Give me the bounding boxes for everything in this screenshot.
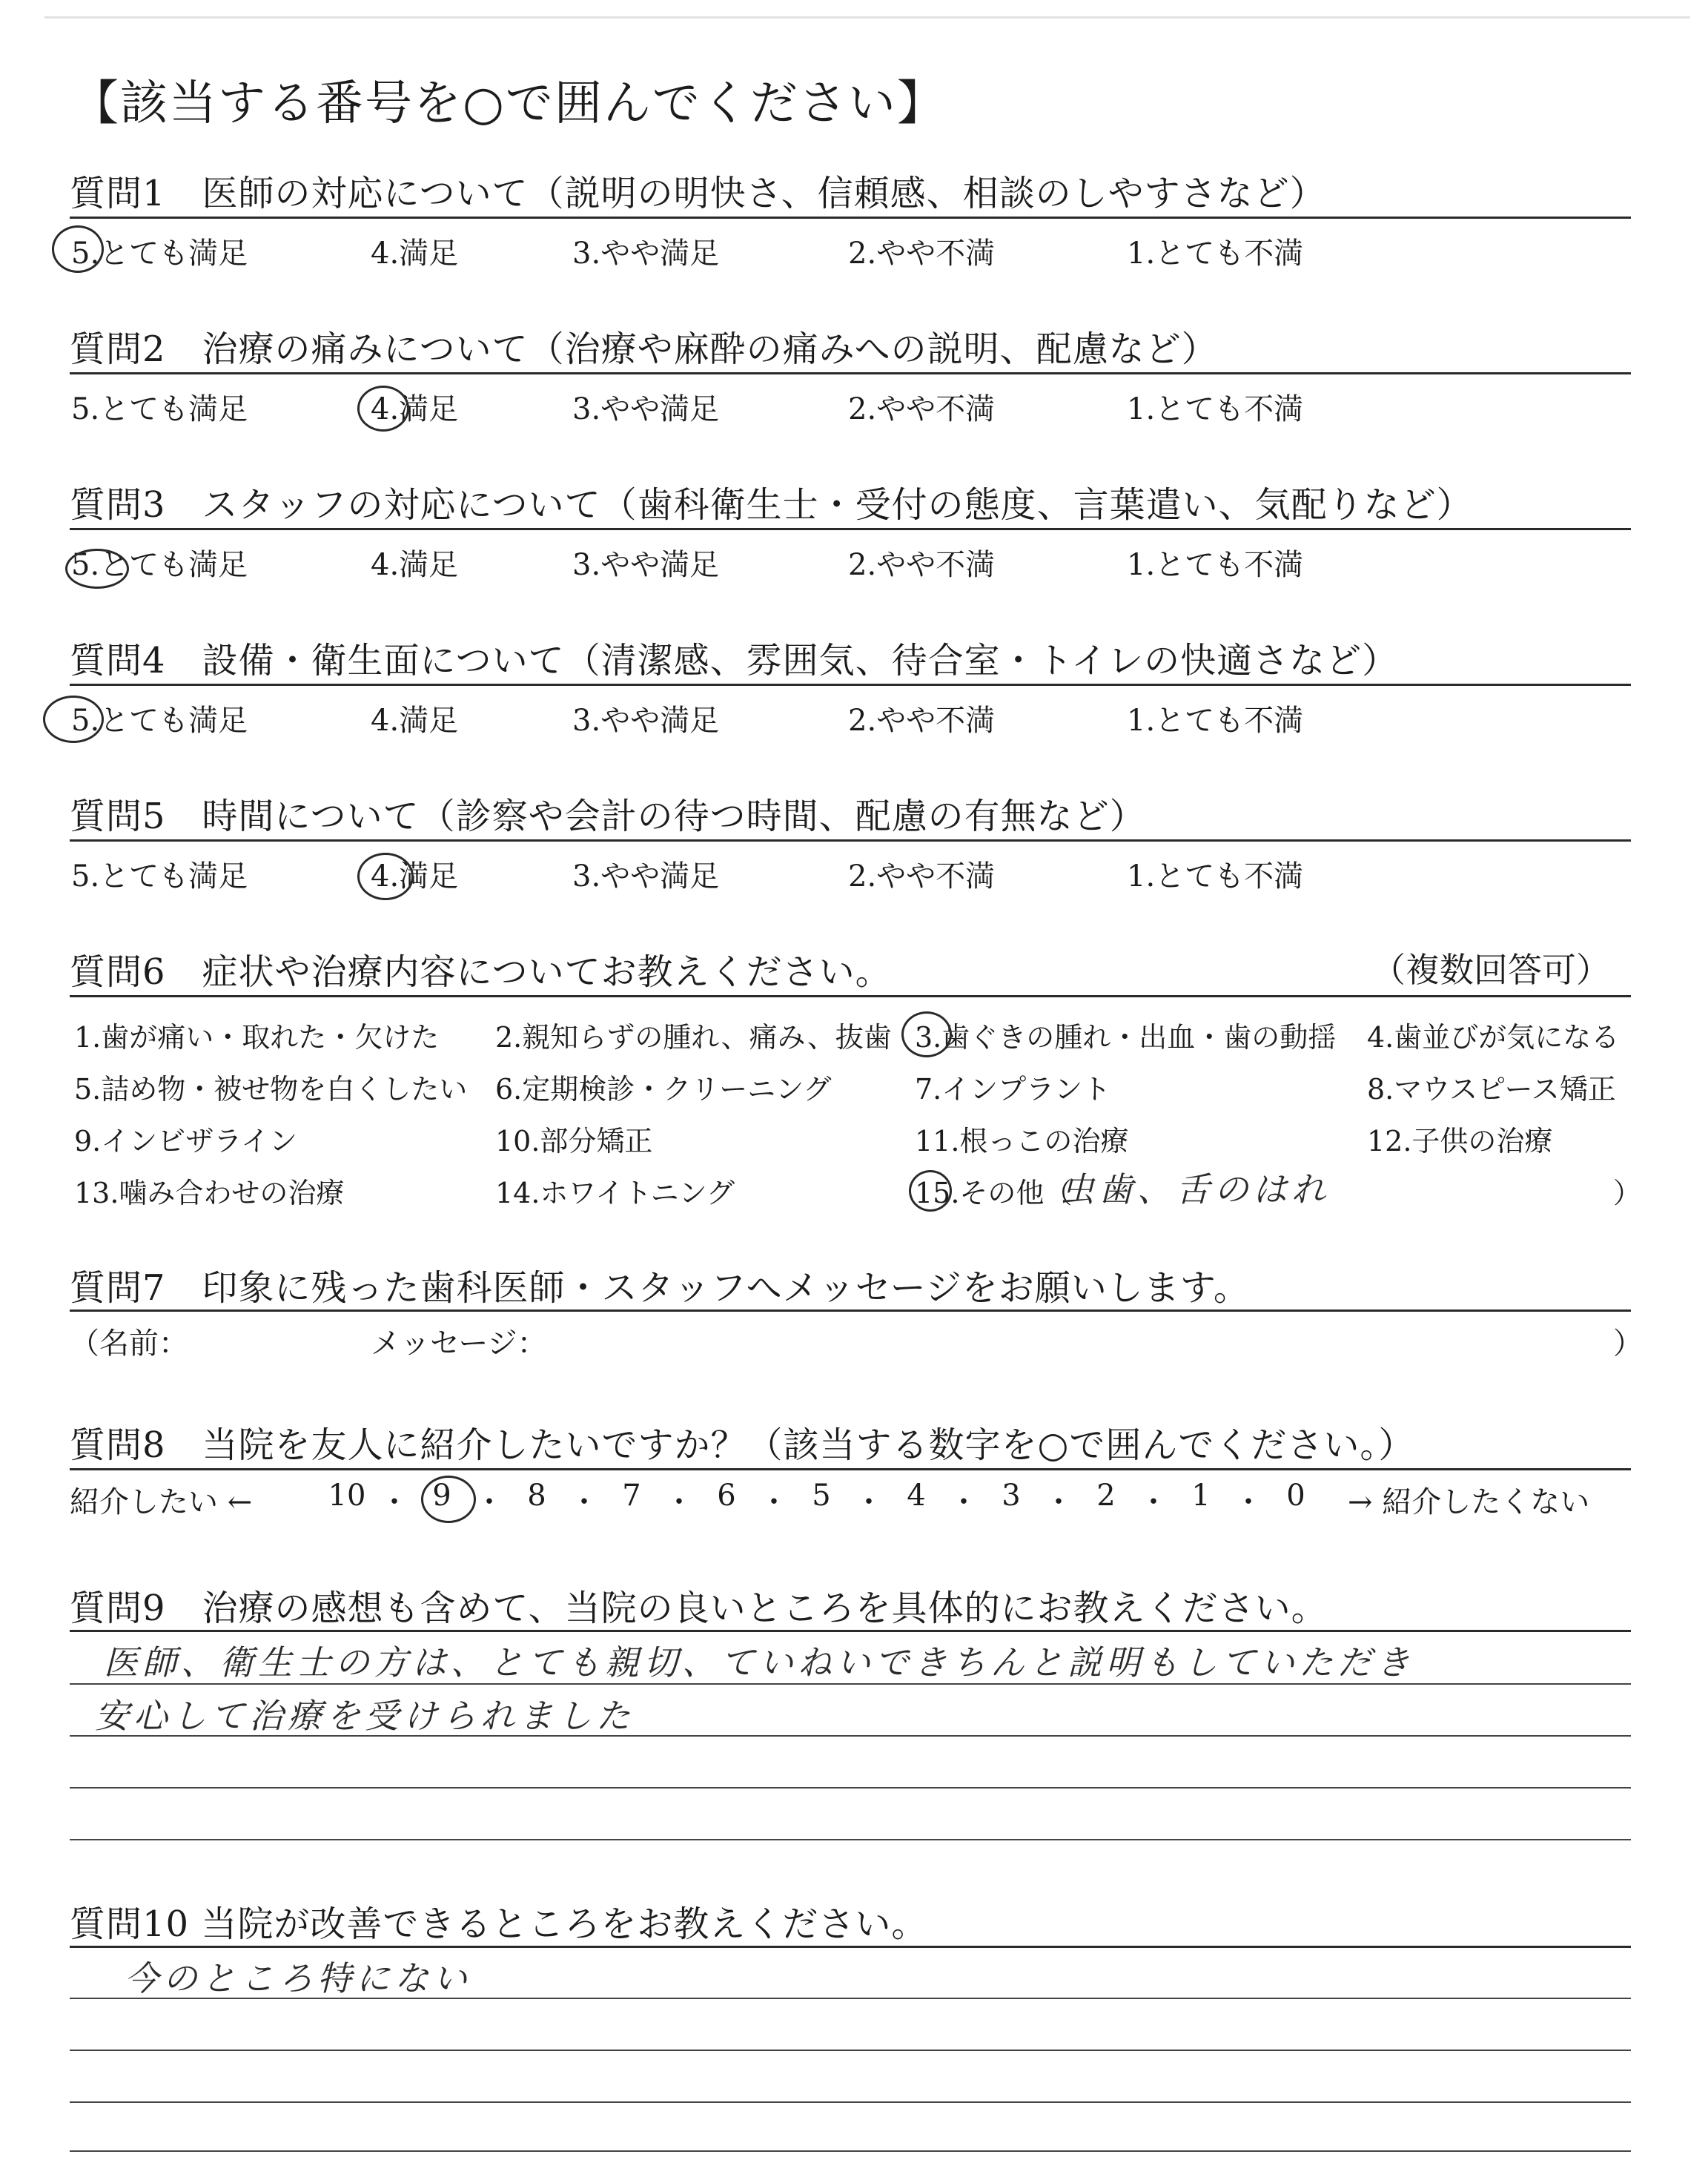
question-4-rule: [70, 684, 1631, 686]
question-4-title: 質問4 設備・衛生面について（清潔感、雰囲気、待合室・トイレの快適さなど）: [70, 640, 1399, 681]
q7-close-paren: ）: [1613, 1327, 1643, 1361]
q8-scale-dot: ・: [1234, 1485, 1263, 1519]
q2-option-4-label: 満足: [399, 392, 459, 426]
q8-selection-circle: [421, 1476, 476, 1523]
q5-option-2[interactable]: 2.やや不満: [848, 859, 996, 894]
question-5-rule: [70, 839, 1631, 842]
q10-writing-line: [70, 2150, 1631, 2152]
question-3-rule: [70, 528, 1631, 530]
q9-writing-line: [70, 1839, 1631, 1840]
q8-scale-0[interactable]: 0: [1286, 1479, 1305, 1513]
q6-option-7[interactable]: 7.インプラント: [915, 1073, 1111, 1106]
q6-option-11[interactable]: 11.根っこの治療: [915, 1125, 1129, 1157]
q9-writing-line: [70, 1683, 1631, 1685]
q10-writing-line: [70, 2101, 1631, 2103]
q8-scale-dot: ・: [1139, 1485, 1168, 1519]
q2-option-2[interactable]: 2.やや不満: [848, 392, 996, 426]
q4-option-4[interactable]: 4.満足: [371, 704, 459, 738]
q7-name-label: （名前：: [70, 1327, 188, 1361]
q3-option-5-label: とても満足: [99, 548, 248, 582]
q6-option-5[interactable]: 5.詰め物・被せ物を白くしたい: [74, 1073, 468, 1106]
q4-option-2[interactable]: 2.やや不満: [848, 704, 996, 738]
q2-option-3[interactable]: 3.やや満足: [572, 392, 720, 426]
q5-option-1[interactable]: 1.とても不満: [1127, 859, 1304, 894]
q9-answer-line-1: 医師、衛生士の方は、とても親切、ていねいできちんと説明もしていただき: [104, 1642, 1414, 1682]
q6-multiple-answers-note: （複数回答可）: [1371, 950, 1610, 990]
q6-option-9[interactable]: 9.インビザライン: [74, 1125, 298, 1157]
q8-scale-dot: ・: [1044, 1485, 1073, 1519]
top-border: [44, 16, 1690, 19]
q1-option-1[interactable]: 1.とても不満: [1127, 237, 1304, 271]
q3-option-5-number: 5.: [71, 548, 100, 582]
q6-option-1[interactable]: 1.歯が痛い・取れた・欠けた: [74, 1021, 440, 1054]
q4-selection-circle: [43, 696, 104, 743]
q2-selection-circle: [357, 386, 409, 432]
q8-scale-9[interactable]: 9: [432, 1479, 451, 1513]
question-3-title: 質問3 スタッフの対応について（歯科衛生士・受付の態度、言葉遣い、気配りなど）: [70, 484, 1473, 526]
question-7-rule: [70, 1309, 1631, 1312]
q5-option-3[interactable]: 3.やや満足: [572, 859, 720, 894]
q3-option-4[interactable]: 4.満足: [371, 548, 459, 582]
q8-scale-dot: ・: [474, 1485, 504, 1519]
q4-option-5-number: 5.: [71, 704, 100, 738]
question-2-title: 質問2 治療の痛みについて（治療や麻酔の痛みへの説明、配慮など）: [70, 328, 1218, 370]
question-6-rule: [70, 995, 1631, 997]
q6-option-3[interactable]: 3.歯ぐきの腫れ・出血・歯の動揺: [915, 1021, 1337, 1054]
question-10-title: 質問10 当院が改善できるところをお教えください。: [70, 1903, 928, 1945]
q8-scale-2[interactable]: 2: [1096, 1479, 1116, 1513]
q6-option-15[interactable]: 15.その他（: [915, 1177, 1073, 1209]
q8-scale-dot: ・: [949, 1485, 979, 1519]
q5-option-5[interactable]: 5.とても満足: [71, 859, 248, 894]
q8-scale-dot: ・: [759, 1485, 789, 1519]
q6-option-15-selection-circle: [909, 1170, 952, 1212]
q8-scale-4[interactable]: 4: [907, 1479, 926, 1513]
q8-scale-dot: ・: [569, 1485, 599, 1519]
q6-option-4[interactable]: 4.歯並びが気になる: [1367, 1021, 1620, 1054]
question-2-rule: [70, 372, 1631, 374]
q8-scale-dot: ・: [854, 1485, 884, 1519]
q8-scale-3[interactable]: 3: [1002, 1479, 1021, 1513]
q8-scale-dot: ・: [664, 1485, 694, 1519]
q8-scale-10[interactable]: 10: [328, 1479, 366, 1513]
q6-other-handwritten-answer: 虫歯、舌のはれ: [1060, 1169, 1330, 1209]
q7-message-label: メッセージ：: [371, 1327, 547, 1361]
q5-option-4-number: 4.: [371, 859, 400, 894]
question-7-title: 質問7 印象に残った歯科医師・スタッフへメッセージをお願いします。: [70, 1267, 1250, 1309]
q3-option-3[interactable]: 3.やや満足: [572, 548, 720, 582]
q8-scale-8[interactable]: 8: [527, 1479, 546, 1513]
q5-option-4-label: 満足: [399, 859, 459, 894]
q9-writing-line: [70, 1735, 1631, 1737]
q6-option-2[interactable]: 2.親知らずの腫れ、痛み、抜歯: [495, 1021, 892, 1054]
q2-option-4-number: 4.: [371, 392, 400, 426]
q8-right-label: → 紹介したくない: [1348, 1485, 1590, 1519]
q9-writing-line: [70, 1787, 1631, 1789]
q6-option-13[interactable]: 13.噛み合わせの治療: [74, 1177, 345, 1209]
q8-scale-dot: ・: [380, 1485, 409, 1519]
q6-option-8[interactable]: 8.マウスピース矯正: [1367, 1073, 1616, 1106]
q3-option-1[interactable]: 1.とても不満: [1127, 548, 1304, 582]
q9-answer-line-2: 安心して治療を受けられました: [95, 1696, 635, 1736]
q2-option-5[interactable]: 5.とても満足: [71, 392, 248, 426]
question-9-rule: [70, 1630, 1631, 1632]
q10-writing-line: [70, 1998, 1631, 1999]
q3-selection-circle: [65, 549, 129, 589]
q8-scale-6[interactable]: 6: [717, 1479, 736, 1513]
question-1-title: 質問1 医師の対応について（説明の明快さ、信頼感、相談のしやすさなど）: [70, 173, 1326, 214]
question-6-title: 質問6 症状や治療内容についてお教えください。: [70, 951, 892, 993]
question-8-rule: [70, 1468, 1631, 1470]
q3-option-2[interactable]: 2.やや不満: [848, 548, 996, 582]
q6-option-3-selection-circle: [901, 1011, 952, 1057]
question-5-title: 質問5 時間について（診察や会計の待つ時間、配慮の有無など）: [70, 796, 1146, 837]
q1-option-5-number: 5.: [71, 237, 100, 271]
q1-option-2[interactable]: 2.やや不満: [848, 237, 996, 271]
q8-scale-7[interactable]: 7: [622, 1479, 641, 1513]
q1-selection-circle: [52, 225, 104, 273]
question-10-rule: [70, 1946, 1631, 1948]
question-9-title: 質問9 治療の感想も含めて、当院の良いところを具体的にお教えください。: [70, 1588, 1328, 1629]
q4-option-1[interactable]: 1.とても不満: [1127, 704, 1304, 738]
q10-writing-line: [70, 2050, 1631, 2051]
q1-option-3[interactable]: 3.やや満足: [572, 237, 720, 271]
q10-answer-line-1: 今のところ特にない: [125, 1958, 471, 1998]
question-1-rule: [70, 217, 1631, 219]
q1-option-4[interactable]: 4.満足: [371, 237, 459, 271]
q6-option-12[interactable]: 12.子供の治療: [1367, 1125, 1553, 1157]
page-title: 【該当する番号を○で囲んでください】: [71, 76, 946, 131]
q6-option-10[interactable]: 10.部分矯正: [495, 1125, 653, 1157]
q1-option-5-label: とても満足: [99, 237, 248, 271]
q6-option-6[interactable]: 6.定期検診・クリーニング: [495, 1073, 832, 1106]
question-8-title: 質問8 当院を友人に紹介したいですか？（該当する数字を○で囲んでください。）: [70, 1424, 1415, 1466]
q8-left-label: 紹介したい ←: [70, 1485, 253, 1519]
q8-scale-1[interactable]: 1: [1191, 1479, 1211, 1513]
q6-option-14[interactable]: 14.ホワイトニング: [495, 1177, 735, 1209]
q8-scale-5[interactable]: 5: [812, 1479, 831, 1513]
q4-option-3[interactable]: 3.やや満足: [572, 704, 720, 738]
q6-other-close-paren: ）: [1613, 1177, 1642, 1209]
q2-option-1[interactable]: 1.とても不満: [1127, 392, 1304, 426]
q4-option-5-label: とても満足: [99, 704, 248, 738]
q5-selection-circle: [357, 853, 414, 900]
